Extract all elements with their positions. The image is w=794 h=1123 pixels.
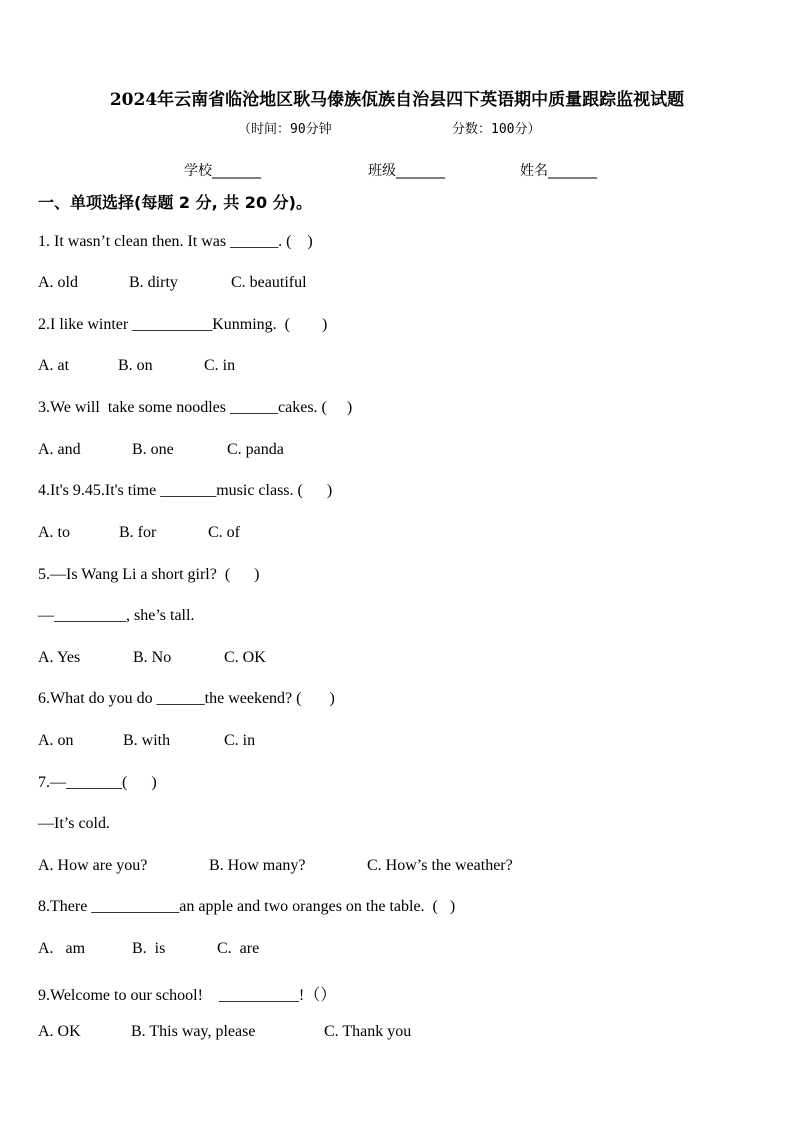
question-stem: 2.I like winter __________Kunming. ( ): [38, 316, 328, 333]
class-field: 班级_______: [368, 163, 445, 179]
question-stem: 8.There ___________an apple and two oranges on the table. ( ): [38, 898, 456, 915]
exam-score: 分数：100分）: [452, 122, 541, 137]
option-a: A. old: [38, 274, 78, 291]
option-b: B. one: [132, 441, 174, 458]
question-stem: 4.It's 9.45.It's time _______music class. ( ): [38, 482, 333, 499]
option-c: C. Thank you: [324, 1023, 412, 1040]
option-c: C. in: [224, 732, 256, 749]
option-c: C. panda: [227, 441, 284, 458]
question-answer-line: —_________, she’s tall.: [38, 607, 195, 624]
name-field: 姓名_______: [520, 163, 597, 179]
option-a: A. How are you?: [38, 857, 148, 874]
question-stem: 1. It wasn’t clean then. It was ______. ( ): [38, 233, 313, 250]
question-stem: 9.Welcome to our school! __________!（）: [38, 987, 337, 1004]
option-a: A. at: [38, 357, 70, 374]
section-heading: 一、单项选择(每题 2 分, 共 20 分)。: [38, 193, 312, 212]
question-answer-line: —It’s cold.: [38, 815, 110, 832]
option-a: A. on: [38, 732, 74, 749]
option-b: B. This way, please: [131, 1023, 256, 1040]
option-a: A. and: [38, 441, 81, 458]
option-c: C. of: [208, 524, 240, 541]
school-field: 学校_______: [184, 163, 261, 179]
option-c: C. are: [217, 940, 260, 957]
option-a: A. Yes: [38, 649, 81, 666]
option-c: C. beautiful: [231, 274, 307, 291]
option-b: B. dirty: [129, 274, 178, 291]
option-a: A. OK: [38, 1023, 81, 1040]
exam-time: （时间：90分钟: [238, 122, 332, 137]
option-b: B. How many?: [209, 857, 306, 874]
option-c: C. OK: [224, 649, 266, 666]
page-title: 2024年云南省临沧地区耿马傣族佤族自治县四下英语期中质量跟踪监视试题: [109, 90, 685, 110]
option-b: B. is: [132, 940, 166, 957]
option-a: A. to: [38, 524, 70, 541]
option-c: C. How’s the weather?: [367, 857, 513, 874]
question-stem: 3.We will take some noodles ______cakes. ( ): [38, 399, 353, 416]
option-c: C. in: [204, 357, 236, 374]
question-stem: 7.—_______( ): [38, 774, 157, 791]
question-stem: 6.What do you do ______the weekend? ( ): [38, 690, 335, 707]
option-b: B. for: [119, 524, 157, 541]
option-b: B. No: [133, 649, 172, 666]
option-b: B. with: [123, 732, 171, 749]
question-stem: 5.—Is Wang Li a short girl? ( ): [38, 566, 260, 583]
option-a: A. am: [38, 940, 86, 957]
option-b: B. on: [118, 357, 153, 374]
